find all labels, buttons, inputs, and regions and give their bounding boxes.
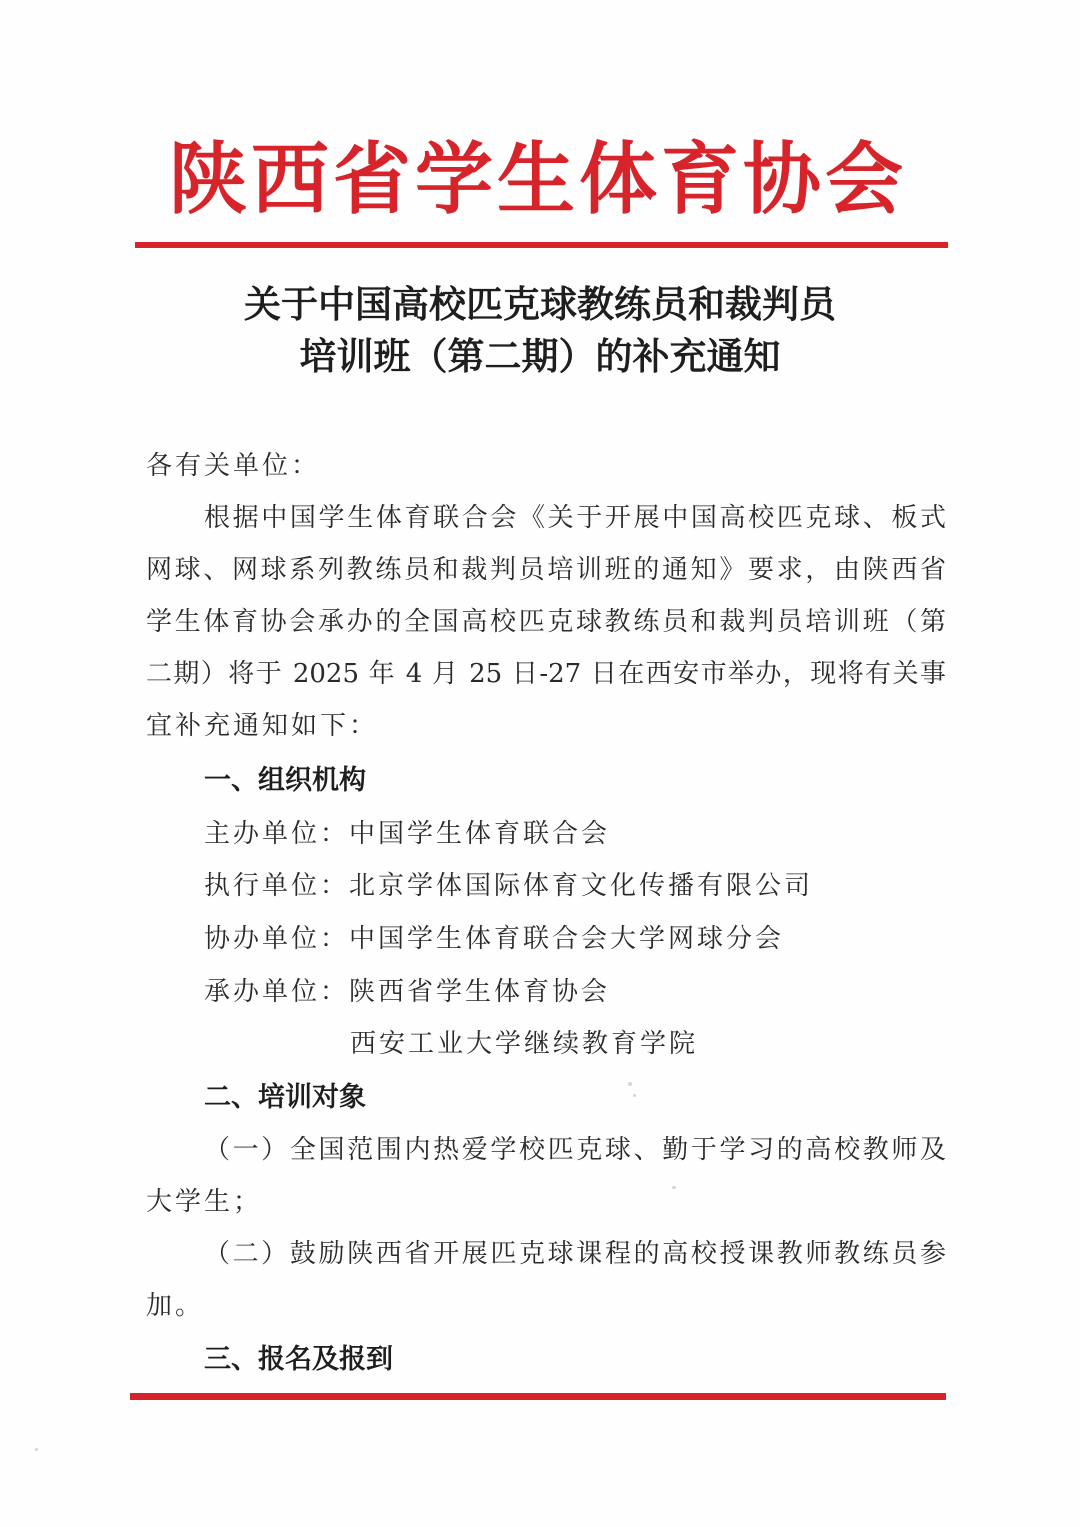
scan-speck: [672, 1186, 676, 1189]
scan-speck: [628, 1082, 632, 1086]
item-line: 大学生；: [146, 1187, 263, 1217]
intro-line: 二期）将于 2025 年 4 月 25 日-27 日在西安市举办，现将有关事: [146, 659, 946, 689]
participants-item-2: [146, 1228, 946, 1332]
org-row-value: 陕西省学生体育协会: [349, 977, 611, 1007]
item-line: （二）鼓励陕西省开展匹克球课程的高校授课教师教练员参: [204, 1239, 946, 1269]
org-row-executor: [204, 860, 813, 912]
org-row-label: 协办单位：: [204, 924, 350, 954]
org-row-value: 中国学生体育联合会: [349, 819, 611, 849]
org-row-undertaker-extra: 西安工业大学继续教育学院: [350, 1029, 699, 1059]
letterhead-red-rule: [135, 242, 948, 248]
item-line: 加。: [146, 1291, 205, 1321]
org-row-label: 承办单位：: [204, 977, 350, 1007]
intro-line: 网球、网球系列教练员和裁判员培训班的通知》要求，由陕西省: [146, 555, 946, 585]
org-row-label: 执行单位：: [204, 871, 350, 901]
org-row-value: 中国学生体育联合会大学网球分会: [349, 924, 785, 954]
footer-red-rule: [130, 1393, 946, 1400]
intro-paragraph: [146, 492, 946, 752]
intro-line: 根据中国学生体育联合会《关于开展中国高校匹克球、板式: [204, 503, 946, 533]
section-heading-registration: 三、报名及报到: [204, 1344, 393, 1375]
org-row-label: 主办单位：: [204, 819, 350, 849]
org-row-undertaker: [204, 966, 610, 1018]
org-row-value: 北京学体国际体育文化传播有限公司: [349, 871, 814, 901]
letterhead-org-name: 陕西省学生体育协会: [168, 134, 907, 225]
item-line: （一）全国范围内热爱学校匹克球、勤于学习的高校教师及: [204, 1135, 946, 1165]
org-row-host: [204, 808, 610, 860]
salutation: 各有关单位：: [146, 451, 321, 481]
section-heading-organization: 一、组织机构: [204, 765, 366, 796]
scan-speck: [35, 1448, 38, 1451]
org-row-co-organizer: [204, 913, 784, 965]
participants-item-1: [146, 1124, 946, 1228]
scan-speck: [633, 1094, 636, 1097]
intro-line: 学生体育协会承办的全国高校匹克球教练员和裁判员培训班（第: [146, 607, 946, 637]
document-title-line-1: 关于中国高校匹克球教练员和裁判员: [244, 282, 836, 326]
section-heading-participants: 二、培训对象: [204, 1082, 366, 1113]
document-title-line-2: 培训班（第二期）的补充通知: [299, 334, 781, 378]
intro-line: 宜补充通知如下：: [146, 711, 379, 741]
